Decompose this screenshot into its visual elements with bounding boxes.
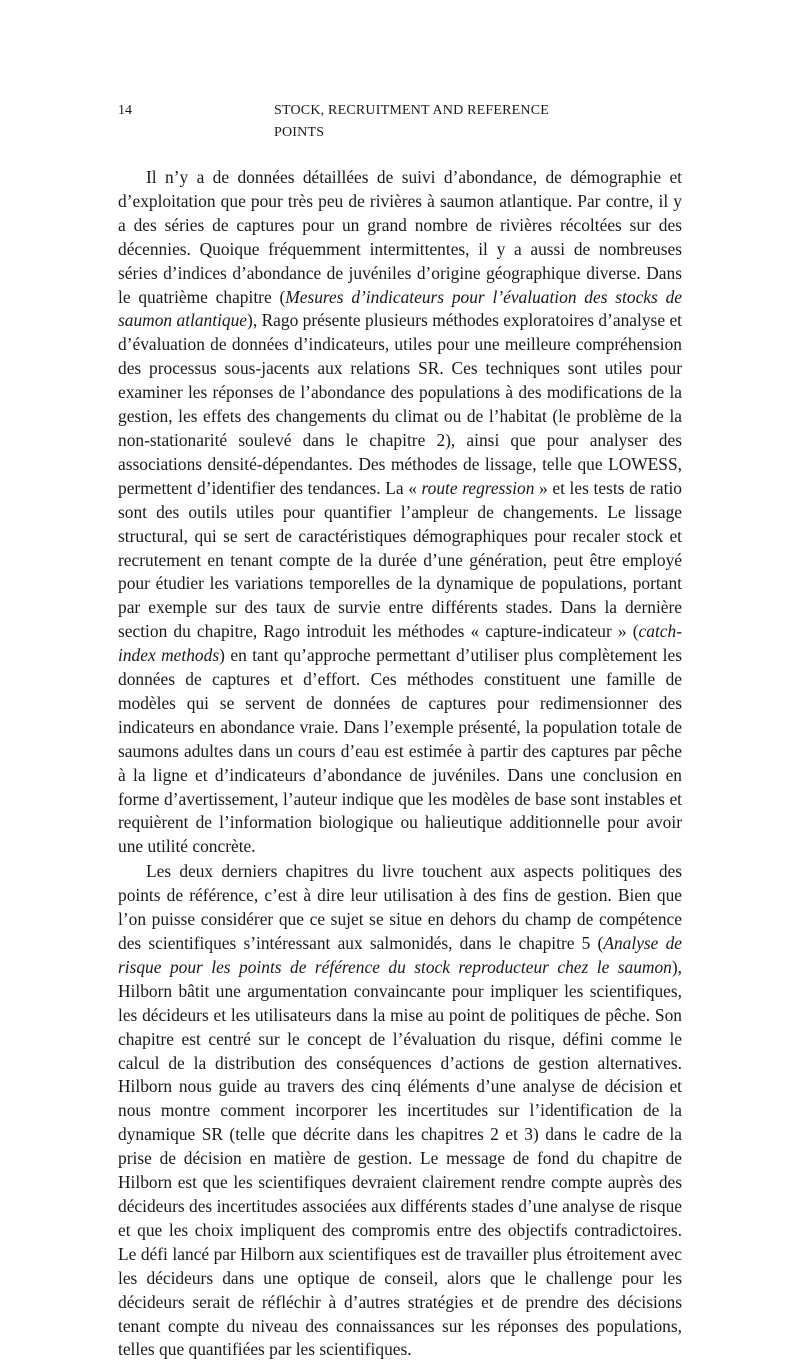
paragraph-text: ), Hilborn bâtit une argumentation convaincante pour impliquer les scientifiques, les décideurs et les utilisateurs dans la mise au point de politiques de pêche. Son chapitre est centré sur le concept de l’évaluation du risque, défini comme le calcul de la distribution des conséquences d’actions de gestion alternatives. Hilborn nous guide au travers des cinq éléments d’une analyse de décision et nous montre comment incorporer les incertitudes sur l’identification de la dynamique SR (telle que décrite dans les chapitres 2 et 3) dans le cadre de la prise de décision en matière de gestion. Le message de fond du chapitre de Hilborn est que les scientifiques devraient clairement rendre compte auprès des décideurs des incertitudes associées aux différents stades d’une analyse de risque et que les choix impliquent des compromis entre des objectifs contradictoires. Le défi lancé par Hilborn aux scientifiques est de travailler plus étroitement avec les décideurs dans une optique de conseil, alors que le challenge pour les décideurs serait de réfléchir à d’autres stratégies et de prendre des décisions tenant compte du niveau des connaissances sur les réponses des populations, telles que quantifiées par les scientifiques. bbox=[118, 956, 682, 1360]
paragraph-text: » et les tests de ratio sont des outils utiles pour quantifier l’ampleur de changements. Le lissage structural, qui se sert de caractéristiques démographiques pour recaler stock et recrutement en tenant compte de la durée d’une génération, peut être employé pour étudier les variations temporelles de la dynamique de populations, portant par exemple sur des taux de survie entre différents stades. Dans la dernière section du chapitre, Rago introduit les méthodes « capture-indicateur » ( bbox=[118, 477, 682, 642]
paragraph-1 bbox=[118, 166, 682, 859]
page-number: 14 bbox=[118, 103, 132, 118]
italic-title-text: Analyse de risque pour les points de référence du stock reproducteur chez le saumon bbox=[118, 933, 682, 977]
paragraph-text: Les deux derniers chapitres du livre touchent aux aspects politiques des points de référence, c’est à dire leur utilisation à des fins de gestion. Bien que l’on puisse considérer que ce sujet se situe en dehors du champ de compétence des scientifiques s’intéressant aux salmonidés, dans le chapitre 5 ( bbox=[118, 861, 682, 953]
paragraph-text: Il n’y a de données détaillées de suivi d’abondance, de démographie et d’exploitation que pour très peu de rivières à saumon atlantique. Par contre, il y a des séries de captures pour un grand nombre de rivières récoltées sur des décennies. Quoique fréquemment intermittentes, il y a aussi de nombreuses séries d’indices d’abondance de juvéniles d’origine géographique diverse. Dans le quatrième chapitre ( bbox=[118, 167, 682, 307]
italic-title-text: Mesures d’indicateurs pour l’évaluation des stocks de saumon atlantique bbox=[118, 286, 682, 331]
paragraph-2 bbox=[118, 860, 682, 1362]
paragraph-text: ) en tant qu’approche permettant d’utiliser plus complètement les données de captures et d’effort. Ces méthodes constituent une famille de modèles qui se servent de données de captures pour redimensionner des indicateurs en abondance vraie. Dans l’exemple présenté, la population totale de saumons adultes dans un cours d’eau est estimée à partir des captures par pêche à la ligne et d’indicateurs d’abondance de juvéniles. Dans une conclusion en forme d’avertissement, l’auteur indique que les modèles de base sont instables et requièrent de l’information biologique ou halieutique additionnelle pour avoir une utilité concrète. bbox=[118, 645, 682, 857]
running-header bbox=[118, 100, 598, 140]
paragraph-text: ), Rago présente plusieurs méthodes exploratoires d’analyse et d’évaluation de données d’indicateurs, utiles pour une meilleure compréhension des processus sous-jacents aux relations SR. Ces techniques sont utiles pour examiner les réponses de l’abondance des populations à des modifications de la gestion, les effets des changements du climat ou de l’habitat (le problème de la non-stationarité soulevé dans le chapitre 2), ainsi que pour analyser des associations densité-dépendantes. Des méthodes de lissage, telle que LOWESS, permettent d’identifier des tendances. La « bbox=[118, 310, 682, 498]
running-title: STOCK, RECRUITMENT AND REFERENCE POINTS bbox=[274, 103, 550, 140]
italic-title-text: route regression bbox=[421, 477, 535, 498]
body-text bbox=[118, 166, 682, 1362]
italic-title-text: catch-index methods bbox=[118, 621, 682, 666]
